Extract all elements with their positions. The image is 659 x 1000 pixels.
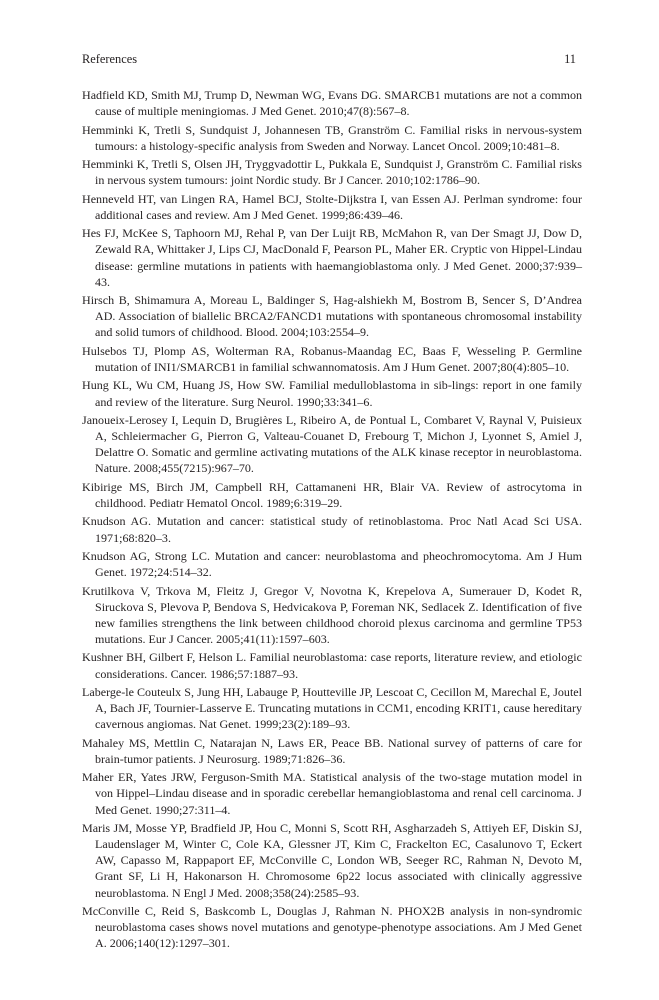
reference-item: Krutilkova V, Trkova M, Fleitz J, Gregor V, Novotna K, Krepelova A, Sumerauer D, Kodet R, Siruckova S, Plevova P, Bendova S, Hedvicakova P, Foreman NK, Sedlacek Z. Identification of five new families strengthens the link between childhood choroid plexus carcinoma and germline TP53 mutations. Eur J Cancer. 2005;41(11):1597–603.	[82, 583, 582, 646]
reference-item: Hemminki K, Tretli S, Sundquist J, Johannesen TB, Granström C. Familial risks in nervous-system tumours: a histology-specific analysis from Sweden and Norway. Lancet Oncol. 2009;10:481–8.	[82, 122, 582, 153]
reference-item: Hadfield KD, Smith MJ, Trump D, Newman WG, Evans DG. SMARCB1 mutations are not a common cause of multiple meningiomas. J Med Genet. 2010;47(8):567–8.	[82, 88, 582, 119]
section-title: References	[82, 52, 138, 66]
reference-item: Hes FJ, McKee S, Taphoorn MJ, Rehal P, van Der Luijt RB, McMahon R, van Der Smagt JJ, Dow D, Zewald RA, Whittaker J, Lips CJ, MacDonald F, Pearson PL, Maher ER. Cryptic von Hippel-Lindau disease: germline mutations in patients with haemangioblastoma only. J Med Genet. 2000;37:939–43.	[82, 226, 582, 289]
reference-item: Janoueix-Lerosey I, Lequin D, Brugières L, Ribeiro A, de Pontual L, Combaret V, Raynal V, Puisieux A, Schleiermacher G, Pierron G, Valteau-Couanet D, Frebourg T, Michon J, Lyonnet S, Amiel J, Delattre O. Somatic and germline activating mutations of the ALK kinase receptor in neuroblastoma. Nature. 2008;455(7215):967–70.	[82, 412, 582, 476]
reference-item: Laberge-le Couteulx S, Jung HH, Labauge P, Houtteville JP, Lescoat C, Cecillon M, Marechal E, Joutel A, Bach JF, Tournier-Lasserve E. Truncating mutations in CCM1, encoding KRIT1, cause hereditary cavernous angiomas. Nat Genet. 1999;23(2):189–93.	[82, 684, 582, 732]
reference-item: Knudson AG, Strong LC. Mutation and cancer: neuroblastoma and pheochromocytoma. Am J Hum Genet. 1972;24:514–32.	[82, 548, 582, 580]
reference-item: McConville C, Reid S, Baskcomb L, Douglas J, Rahman N. PHOX2B analysis in non-syndromic neuroblastoma cases shows novel mutations and genotype-phenotype associations. Am J Med Genet A. 2006;140(12):1297–301.	[82, 904, 582, 951]
reference-item: Kibirige MS, Birch JM, Campbell RH, Cattamaneni HR, Blair VA. Review of astrocytoma in childhood. Pediatr Hematol Oncol. 1989;6:319–29.	[82, 479, 582, 510]
reference-item: Hirsch B, Shimamura A, Moreau L, Baldinger S, Hag-alshiekh M, Bostrom B, Sencer S, D’Andrea AD. Association of biallelic BRCA2/FANCD1 mutations with spontaneous chromosomal instability and solid tumors of childhood. Blood. 2004;103:2554–9.	[82, 293, 582, 340]
running-header	[82, 52, 576, 68]
page-number: 11	[564, 52, 576, 66]
reference-item: Maris JM, Mosse YP, Bradfield JP, Hou C, Monni S, Scott RH, Asgharzadeh S, Attiyeh EF, Diskin SJ, Laudenslager M, Winter C, Cole KA, Glessner JT, Kim C, Frackelton EC, Casalunovo T, Eckert AW, Capasso M, Rappaport EF, McConville C, London WB, Seeger RC, Rahman N, Devoto M, Grant SF, Li H, Hakonarson H. Chromosome 6p22 locus associated with clinically aggressive neuroblastoma. N Engl J Med. 2008;358(24):2585–93.	[82, 820, 582, 900]
reference-item: Maher ER, Yates JRW, Ferguson-Smith MA. Statistical analysis of the two-stage mutation model in von Hippel–Lindau disease and in sporadic cerebellar hemangioblastoma and renal cell carcinoma. J Med Genet. 1990;27:311–4.	[82, 770, 582, 817]
reference-list	[82, 87, 582, 954]
reference-item: Knudson AG. Mutation and cancer: statistical study of retinoblastoma. Proc Natl Acad Sci USA. 1971;68:820–3.	[82, 514, 582, 545]
reference-item: Hulsebos TJ, Plomp AS, Wolterman RA, Robanus-Maandag EC, Baas F, Wesseling P. Germline mutation of INI1/SMARCB1 in familial schwannomatosis. Am J Hum Genet. 2007;80(4):805–10.	[82, 343, 582, 374]
reference-item: Mahaley MS, Mettlin C, Natarajan N, Laws ER, Peace BB. National survey of patterns of care for brain-tumor patients. J Neurosurg. 1989;71:826–36.	[82, 735, 582, 766]
reference-item: Kushner BH, Gilbert F, Helson L. Familial neuroblastoma: case reports, literature review, and etiologic considerations. Cancer. 1986;57:1887–93.	[82, 650, 582, 681]
reference-item: Hung KL, Wu CM, Huang JS, How SW. Familial medulloblastoma in sib-lings: report in one family and review of the literature. Surg Neurol. 1990;33:341–6.	[82, 378, 582, 409]
reference-item: Henneveld HT, van Lingen RA, Hamel BCJ, Stolte-Dijkstra I, van Essen AJ. Perlman syndrome: four additional cases and review. Am J Med Genet. 1999;86:439–46.	[82, 191, 582, 222]
reference-item: Hemminki K, Tretli S, Olsen JH, Tryggvadottir L, Pukkala E, Sundquist J, Granström C. Familial risks in nervous system tumours: joint Nordic study. Br J Cancer. 2010;102:1786–90.	[82, 157, 582, 188]
